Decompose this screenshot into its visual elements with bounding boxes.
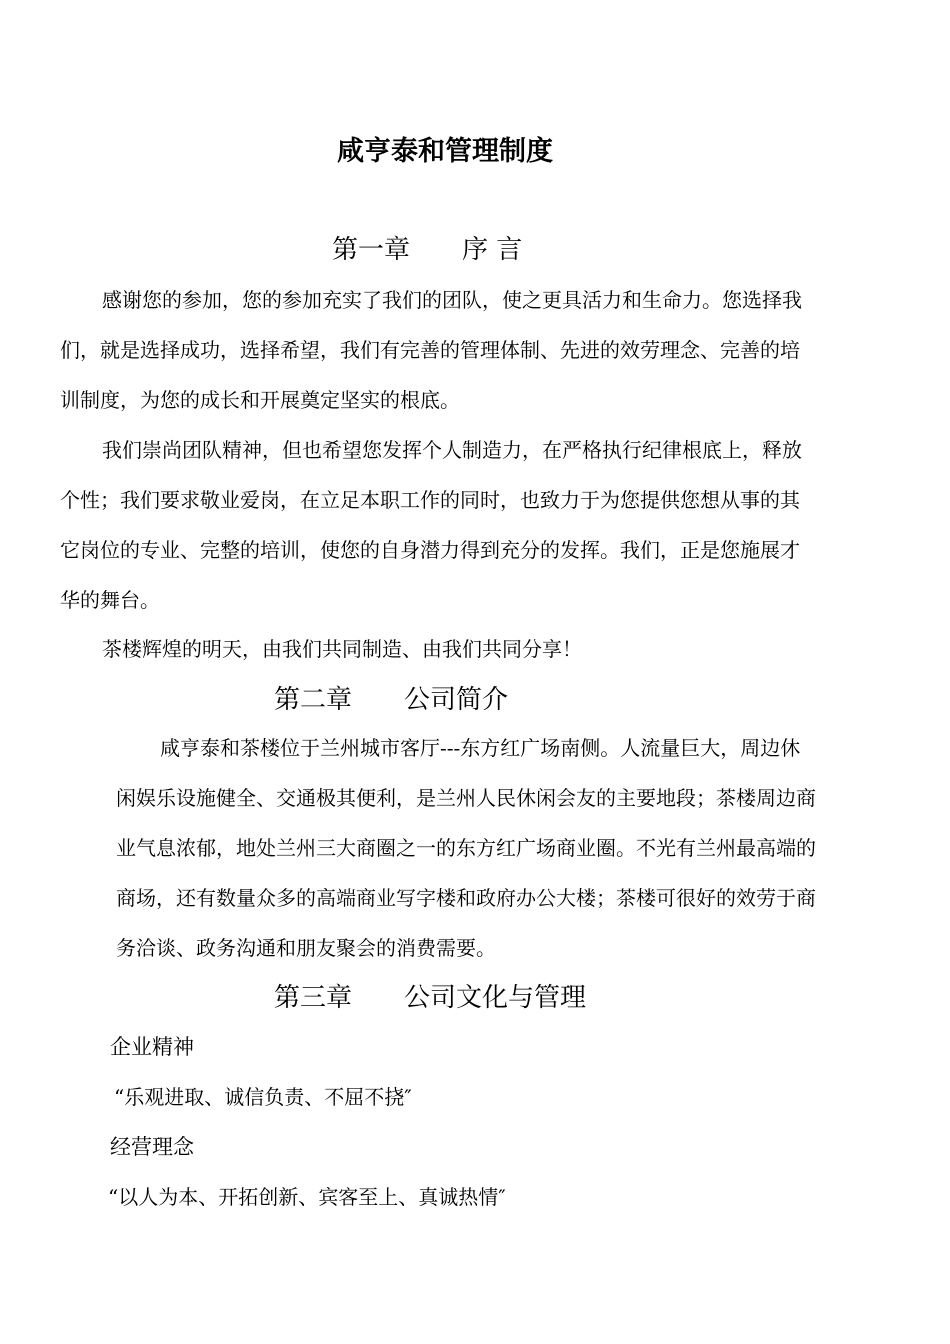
paragraph-line: 感谢您的参加，您的参加充实了我们的团队，使之更具活力和生命力。您选择我 — [102, 288, 802, 312]
paragraph-line: 们，就是选择成功，选择希望，我们有完善的管理体制、先进的效劳理念、完善的培 — [60, 338, 800, 362]
paragraph-line: 我们崇尚团队精神，但也希望您发挥个人制造力，在严格执行纪律根底上，释放 — [102, 438, 802, 462]
paragraph-line: 业气息浓郁，地处兰州三大商圈之一的东方红广场商业圈。不光有兰州最高端的 — [116, 836, 816, 860]
enterprise-spirit-text: “乐观进取、诚信负责、不屈不挠″ — [114, 1085, 412, 1109]
paragraph-line: 咸亨泰和茶楼位于兰州城市客厅---东方红广场南侧。人流量巨大，周边休 — [160, 736, 801, 760]
chapter-1-heading: 第一章 序 言 — [332, 235, 523, 265]
document-title: 咸亨泰和管理制度 — [337, 136, 553, 167]
paragraph-line: 商场，还有数量众多的高端商业写字楼和政府办公大楼；茶楼可很好的效劳于商 — [116, 886, 816, 910]
chapter-2-heading: 第二章 公司简介 — [274, 685, 509, 715]
paragraph-line: 个性；我们要求敬业爱岗，在立足本职工作的同时，也致力于为您提供您想从事的其 — [60, 488, 800, 512]
paragraph-line: 务洽谈、政务沟通和朋友聚会的消费需要。 — [116, 936, 496, 960]
paragraph-line: 华的舞台。 — [60, 588, 160, 612]
paragraph-line: 训制度，为您的成长和开展奠定坚实的根底。 — [60, 388, 460, 412]
paragraph-line: 茶楼辉煌的明天，由我们共同制造、由我们共同分享！ — [102, 637, 582, 661]
paragraph-line: 闲娱乐设施健全、交通极其便利，是兰州人民休闲会友的主要地段；茶楼周边商 — [116, 786, 816, 810]
paragraph-line: 它岗位的专业、完整的培训，使您的自身潜力得到充分的发挥。我们，正是您施展才 — [60, 538, 800, 562]
section-heading-business-philosophy: 经营理念 — [110, 1135, 194, 1159]
business-philosophy-text: “以人为本、开拓创新、宾客至上、真诚热情″ — [108, 1185, 506, 1209]
section-heading-enterprise-spirit: 企业精神 — [110, 1035, 194, 1059]
chapter-3-heading: 第三章 公司文化与管理 — [274, 983, 587, 1013]
